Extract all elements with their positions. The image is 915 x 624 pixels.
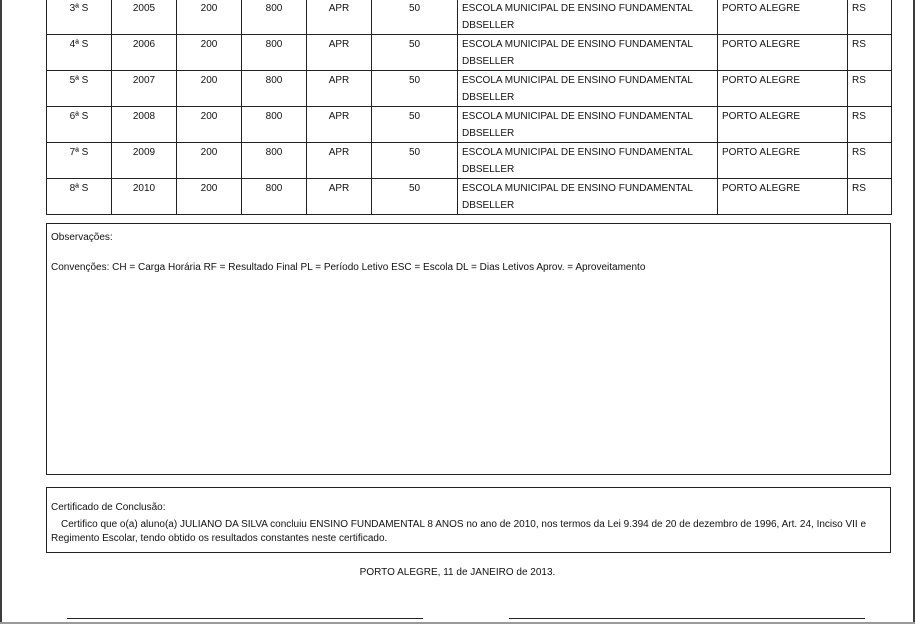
school-cell [458, 179, 718, 215]
school-name-line: ESCOLA MUNICIPAL DE ENSINO FUNDAMENTAL [462, 111, 693, 122]
school-cell [458, 71, 718, 107]
year-cell: 2006 [112, 35, 177, 71]
city-cell: PORTO ALEGRE [718, 0, 848, 35]
state-cell: RS [848, 107, 892, 143]
school-cell [458, 35, 718, 71]
page-border-left [0, 0, 2, 624]
certificate-box [46, 487, 891, 553]
year-cell: 2007 [112, 71, 177, 107]
serie-cell: 5ª S [47, 71, 112, 107]
school-cell [458, 107, 718, 143]
final-result-cell: APR [307, 0, 372, 35]
year-cell: 2008 [112, 107, 177, 143]
city-cell: PORTO ALEGRE [718, 143, 848, 179]
school-name-line-2: DBSELLER [462, 164, 515, 175]
school-name-line-2: DBSELLER [462, 128, 515, 139]
workload-cell: 800 [242, 35, 307, 71]
school-name-line: ESCOLA MUNICIPAL DE ENSINO FUNDAMENTAL [462, 183, 693, 194]
place-date: PORTO ALEGRE, 11 de JANEIRO de 2013. [359, 567, 556, 578]
workload-cell: 800 [242, 179, 307, 215]
school-name-line: ESCOLA MUNICIPAL DE ENSINO FUNDAMENTAL [462, 3, 693, 14]
school-days-cell: 200 [177, 35, 242, 71]
school-name-line-2: DBSELLER [462, 56, 515, 67]
table-row [47, 179, 892, 215]
school-days-cell: 200 [177, 107, 242, 143]
workload-cell: 800 [242, 107, 307, 143]
school-name-line-2: DBSELLER [462, 20, 515, 31]
serie-cell: 3ª S [47, 0, 112, 35]
year-cell: 2005 [112, 0, 177, 35]
table-row [47, 0, 892, 35]
city-cell: PORTO ALEGRE [718, 71, 848, 107]
table-row [47, 143, 892, 179]
school-name-line: ESCOLA MUNICIPAL DE ENSINO FUNDAMENTAL [462, 75, 693, 86]
signature-line-left [67, 618, 423, 619]
state-cell: RS [848, 71, 892, 107]
signature-line-right [509, 618, 865, 619]
school-days-cell: 200 [177, 0, 242, 35]
serie-cell: 7ª S [47, 143, 112, 179]
grades-table [46, 0, 892, 215]
school-name-line-2: DBSELLER [462, 92, 515, 103]
workload-cell: 800 [242, 143, 307, 179]
achievement-cell: 50 [372, 0, 458, 35]
year-cell: 2009 [112, 143, 177, 179]
certificate-text: Certifico que o(a) aluno(a) JULIANO DA SILVA concluiu ENSINO FUNDAMENTAL 8 ANOS no ano de 2010, nos termos da Lei 9.394 de 20 de dezembro de 1996, Art. 24, Inciso VII e Regimento Escolar, tendo obtido os resultados constantes neste certificado. [51, 519, 867, 544]
state-cell: RS [848, 35, 892, 71]
final-result-cell: APR [307, 179, 372, 215]
serie-cell: 6ª S [47, 107, 112, 143]
school-name-line: ESCOLA MUNICIPAL DE ENSINO FUNDAMENTAL [462, 39, 693, 50]
school-cell [458, 143, 718, 179]
table-row [47, 35, 892, 71]
achievement-cell: 50 [372, 71, 458, 107]
serie-cell: 4ª S [47, 35, 112, 71]
certificate-title: Certificado de Conclusão: [51, 502, 166, 513]
achievement-cell: 50 [372, 179, 458, 215]
final-result-cell: APR [307, 143, 372, 179]
year-cell: 2010 [112, 179, 177, 215]
school-days-cell: 200 [177, 179, 242, 215]
school-name-line: ESCOLA MUNICIPAL DE ENSINO FUNDAMENTAL [462, 147, 693, 158]
state-cell: RS [848, 143, 892, 179]
table-row [47, 71, 892, 107]
school-days-cell: 200 [177, 71, 242, 107]
observations-title: Observações: [51, 232, 113, 243]
state-cell: RS [848, 179, 892, 215]
city-cell: PORTO ALEGRE [718, 107, 848, 143]
final-result-cell: APR [307, 35, 372, 71]
grades-table-body [47, 0, 892, 215]
serie-cell: 8ª S [47, 179, 112, 215]
final-result-cell: APR [307, 71, 372, 107]
city-cell: PORTO ALEGRE [718, 179, 848, 215]
achievement-cell: 50 [372, 107, 458, 143]
state-cell: RS [848, 0, 892, 35]
table-row [47, 107, 892, 143]
final-result-cell: APR [307, 107, 372, 143]
workload-cell: 800 [242, 71, 307, 107]
achievement-cell: 50 [372, 35, 458, 71]
achievement-cell: 50 [372, 143, 458, 179]
school-name-line-2: DBSELLER [462, 200, 515, 211]
observations-box [46, 223, 891, 475]
school-days-cell: 200 [177, 143, 242, 179]
city-cell: PORTO ALEGRE [718, 35, 848, 71]
school-cell [458, 0, 718, 35]
conventions-text: Convenções: CH = Carga Horária RF = Resultado Final PL = Período Letivo ESC = Escola DL = Dias Letivos Aprov. = Aproveitamento [51, 262, 646, 273]
workload-cell: 800 [242, 0, 307, 35]
